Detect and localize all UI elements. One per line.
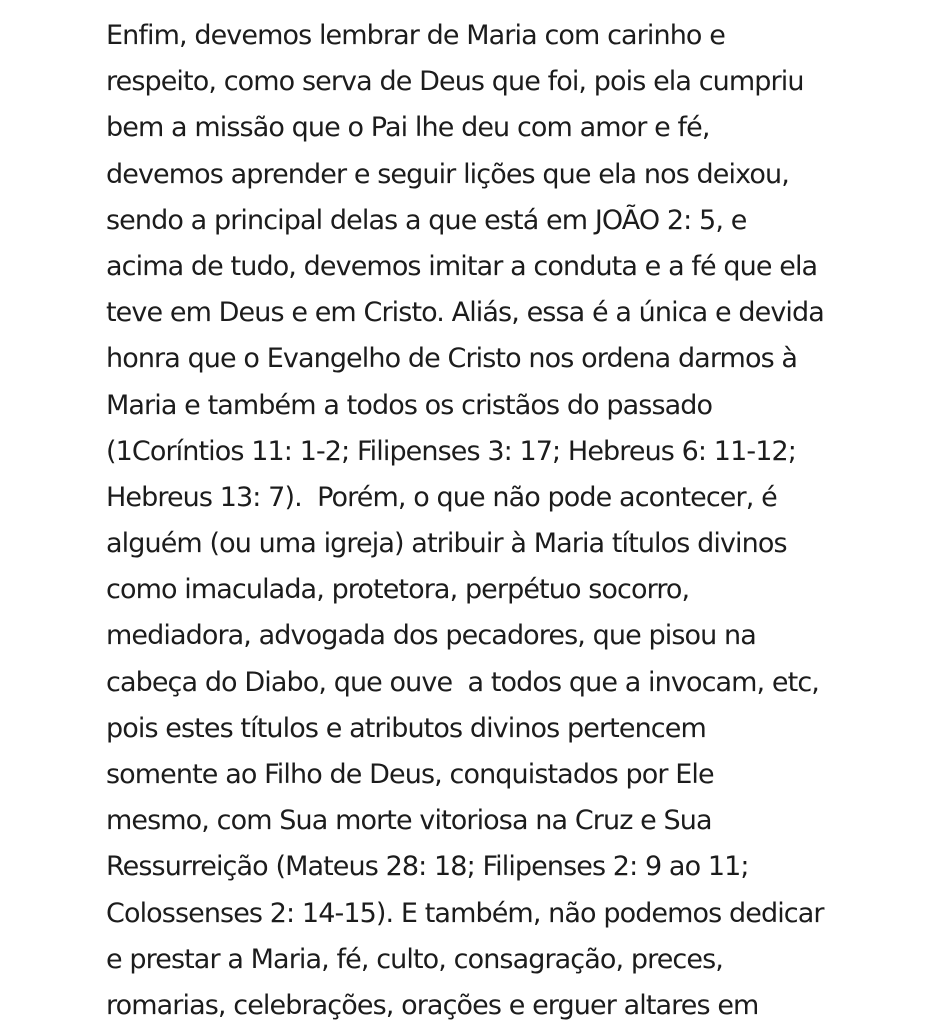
- paragraph-line-22: romarias, celebrações, orações e erguer altares em: [106, 989, 759, 1021]
- paragraph-line-14: mediadora, advogada dos pecadores, que pisou na: [106, 620, 756, 652]
- paragraph-line-12: alguém (ou uma igreja) atribuir à Maria títulos divinos: [106, 528, 787, 560]
- paragraph-line-11: Hebreus 13: 7). Porém, o que não pode acontecer, é: [106, 481, 777, 513]
- paragraph-line-3: bem a missão que o Pai lhe deu com amor e fé,: [106, 112, 710, 144]
- paragraph-line-16: pois estes títulos e atributos divinos pertencem: [106, 712, 706, 744]
- paragraph-line-17: somente ao Filho de Deus, conquistados por Ele: [106, 759, 714, 790]
- paragraph-line-2: respeito, como serva de Deus que foi, pois ela cumpriu: [106, 66, 804, 98]
- paragraph-line-19: Ressurreição (Mateus 28: 18; Filipenses 2: 9 ao 11;: [106, 851, 749, 883]
- paragraph-line-1: Enfim, devemos lembrar de Maria com carinho e: [106, 20, 725, 51]
- paragraph-line-7: teve em Deus e em Cristo. Aliás, essa é a única e devida: [106, 297, 824, 329]
- paragraph-line-5: sendo a principal delas a que está em JOÃO 2: 5, e: [106, 204, 747, 236]
- paragraph-line-21: e prestar a Maria, fé, culto, consagração, preces,: [106, 943, 723, 975]
- paragraph-line-6: acima de tudo, devemos imitar a conduta e a fé que ela: [106, 250, 818, 282]
- paragraph-line-4: devemos aprender e seguir lições que ela nos deixou,: [106, 158, 789, 190]
- paragraph-line-13: como imaculada, protetora, perpétuo socorro,: [106, 574, 690, 606]
- paragraph-line-8: honra que o Evangelho de Cristo nos ordena darmos à: [106, 343, 798, 375]
- paragraph-line-18: mesmo, com Sua morte vitoriosa na Cruz e Sua: [106, 805, 712, 837]
- paragraph-line-9: Maria e também a todos os cristãos do passado: [106, 389, 713, 421]
- paragraph-line-15: cabeça do Diabo, que ouve a todos que a invocam, etc,: [106, 666, 819, 698]
- article-paragraph: [106, 13, 936, 1024]
- paragraph-line-10: (1Coríntios 11: 1-2; Filipenses 3: 17; Hebreus 6: 11-12;: [106, 435, 796, 467]
- paragraph-line-20: Colossenses 2: 14-15). E também, não podemos dedicar: [106, 897, 824, 929]
